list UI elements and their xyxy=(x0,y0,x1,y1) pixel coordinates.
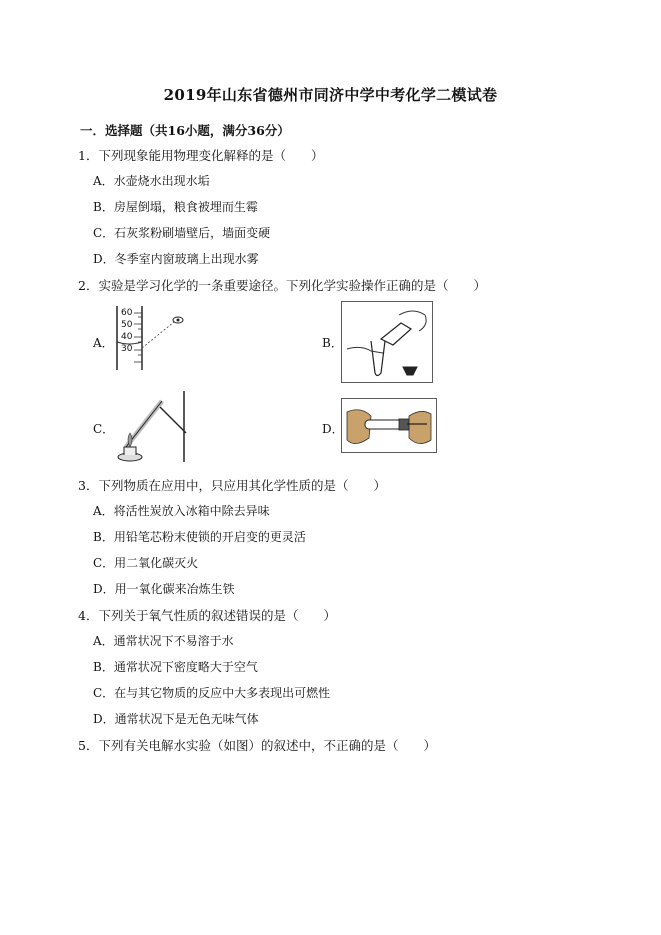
graduation-50: 50 xyxy=(121,320,133,330)
question-2-option-d-label: D． xyxy=(322,422,344,436)
question-4-option-c: C．在与其它物质的反应中大多表现出可燃性 xyxy=(93,686,331,700)
graduation-40: 40 xyxy=(121,332,133,342)
question-3-option-d: D．用一氧化碳来冶炼生铁 xyxy=(93,582,235,596)
question-2-option-b-label: B． xyxy=(322,336,343,350)
rubber-stopper-insertion-image xyxy=(341,398,437,453)
graduation-60: 60 xyxy=(121,308,133,318)
question-1-stem: 1．下列现象能用物理变化解释的是（ ） xyxy=(78,148,324,163)
question-4-option-d: D．通常状况下是无色无味气体 xyxy=(93,712,259,726)
question-1-option-a: A．水壶烧水出现水垢 xyxy=(93,174,210,188)
question-2-stem: 2．实验是学习化学的一条重要途径。下列化学实验操作正确的是（ ） xyxy=(78,278,486,293)
question-4-stem: 4．下列关于氧气性质的叙述错误的是（ ） xyxy=(78,608,336,623)
question-4-option-a: A．通常状况下不易溶于水 xyxy=(93,634,234,648)
question-1-option-d: D．冬季室内窗玻璃上出现水雾 xyxy=(93,252,259,266)
section-heading: 一．选择题（共16小题，满分36分） xyxy=(80,123,290,138)
question-1-option-c: C．石灰浆粉刷墙壁后，墙面变硬 xyxy=(93,226,271,240)
question-1-option-b: B．房屋倒塌，粮食被埋而生霉 xyxy=(93,200,258,214)
pouring-liquid-image xyxy=(341,301,433,383)
cylinder-graduation-labels xyxy=(121,307,132,355)
graduation-30: 30 xyxy=(121,344,133,354)
question-3-option-c: C．用二氧化碳灭火 xyxy=(93,556,199,570)
question-3-option-b: B．用铅笔芯粉末使锁的开启变的更灵活 xyxy=(93,530,306,544)
question-3-option-a: A．将活性炭放入冰箱中除去异味 xyxy=(93,504,270,518)
question-5-stem: 5．下列有关电解水实验（如图）的叙述中，不正确的是（ ） xyxy=(78,738,436,753)
question-3-stem: 3．下列物质在应用中，只应用其化学性质的是（ ） xyxy=(78,478,386,493)
question-2-option-a-label: A． xyxy=(93,336,114,350)
exam-title: 2019年山东省德州市同济中学中考化学二模试卷 xyxy=(163,86,498,104)
question-2-option-c-label: C． xyxy=(93,422,115,436)
question-4-option-b: B．通常状况下密度略大于空气 xyxy=(93,660,258,674)
heating-test-tube-image xyxy=(112,389,192,464)
